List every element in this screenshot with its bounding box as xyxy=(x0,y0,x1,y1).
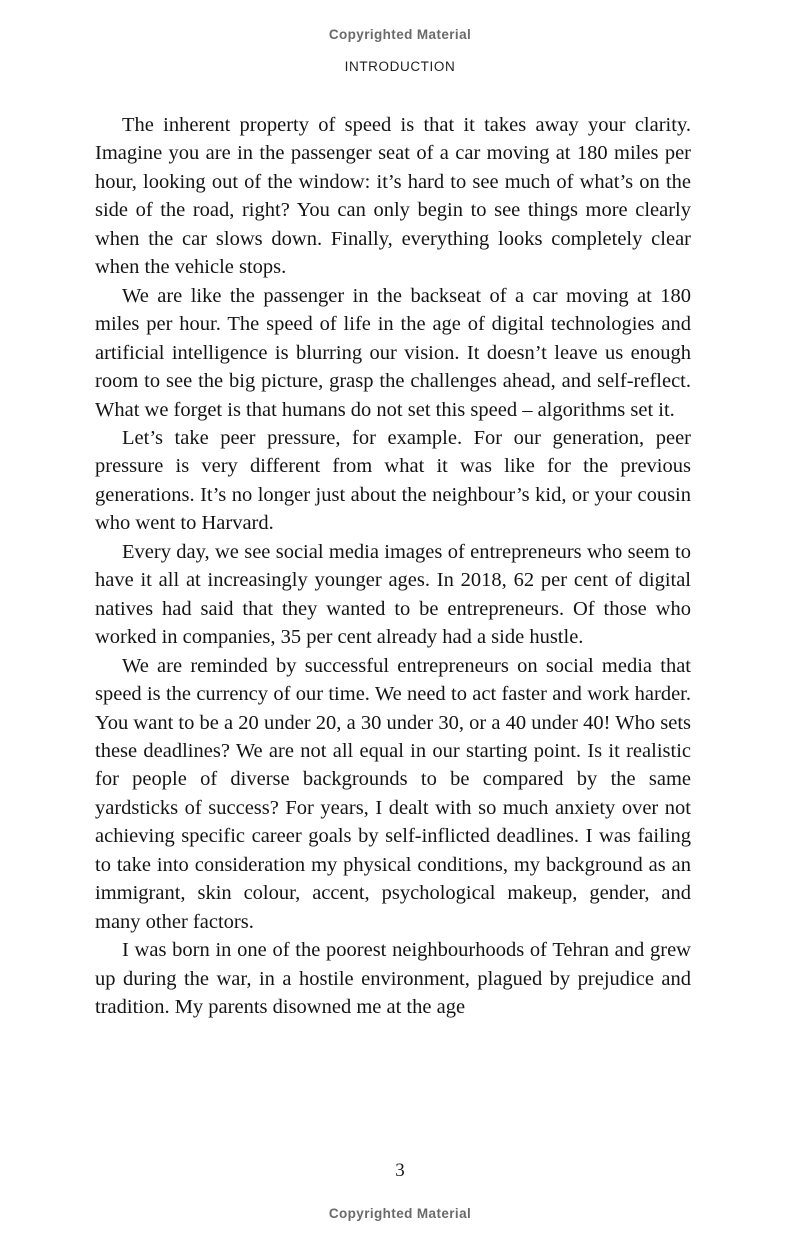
chapter-running-head: INTRODUCTION xyxy=(344,59,456,74)
paragraph: Every day, we see social media images of entrepreneurs who seem to have it all at increasingly younger ages. In 2018, 62 per cent of digital natives had said that they wanted to be entrepreneurs. Of those who worked in companies, 35 per cent already had a side hustle. xyxy=(95,540,691,649)
copyright-notice-bottom: Copyrighted Material xyxy=(328,1206,472,1221)
copyright-notice-top: Copyrighted Material xyxy=(328,27,472,42)
page-number: 3 xyxy=(395,1160,405,1181)
paragraph: I was born in one of the poorest neighbourhoods of Tehran and grew up during the war, in a hostile environment, plagued by prejudice and tradition. My parents disowned me at the age xyxy=(95,939,691,1019)
paragraph: We are like the passenger in the backseat of a car moving at 180 miles per hour. The speed of life in the age of digital technologies and artificial intelligence is blurring our vision. It doesn’t leave us enough room to see the big picture, grasp the challenges ahead, and self-reflect. What we forget is that humans do not set this speed – algorithms set it. xyxy=(95,284,691,421)
paragraph: The inherent property of speed is that it takes away your clarity. Imagine you are in the passenger seat of a car moving at 180 miles per hour, looking out of the window: it’s hard to see much of what’s on the side of the road, right? You can only begin to see things more clearly when the car slows down. Finally, everything looks completely clear when the vehicle stops. xyxy=(95,114,691,279)
paragraph: We are reminded by successful entrepreneurs on social media that speed is the currency of our time. We need to act faster and work harder. You want to be a 20 under 20, a 30 under 30, or a 40 under 40! Who sets these deadlines? We are not all equal in our starting point. Is it realistic for people of diverse backgrounds to be compared by the same yardsticks of success? For years, I dealt with so much anxiety over not achieving specific career goals by self-inflicted deadlines. I was failing to take into consideration my physical conditions, my background as an immigrant, skin colour, accent, psychological makeup, gender, and many other factors. xyxy=(95,654,691,933)
paragraph: Let’s take peer pressure, for example. For our generation, peer pressure is very different from what it was like for the previous generations. It’s no longer just about the neighbour’s kid, or your cousin who went to Harvard. xyxy=(95,426,691,535)
body-text xyxy=(95,111,691,1022)
